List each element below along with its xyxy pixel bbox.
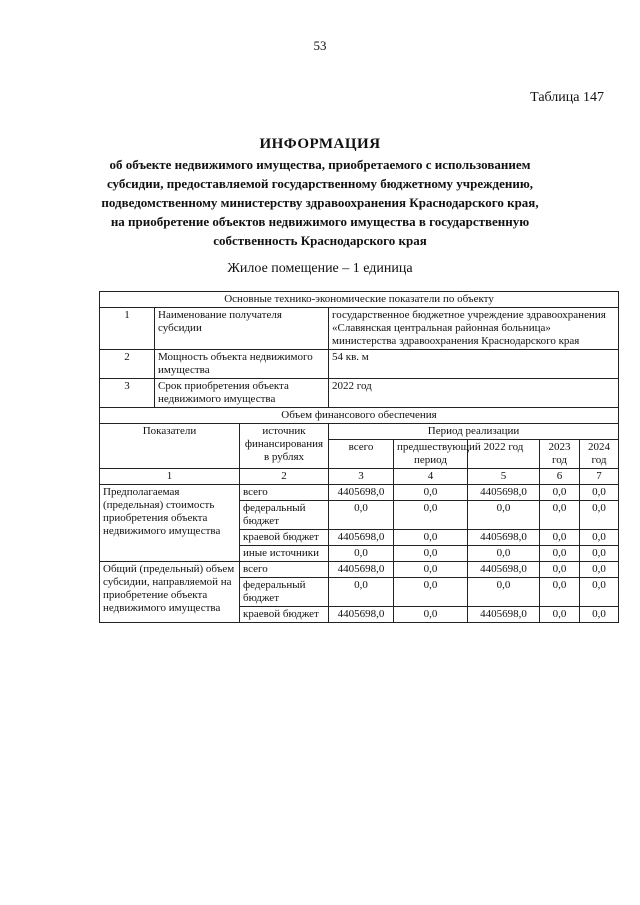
finance-previous: 0,0 <box>394 546 468 562</box>
indicator-label: Наименование получателя субсидии <box>155 308 329 350</box>
column-number: 4 <box>394 469 468 485</box>
finance-2022: 4405698,0 <box>468 562 540 578</box>
table-number: Таблица 147 <box>530 90 604 105</box>
finance-group-label: Предполагаемая (предельная) стоимость приобретения объекта недвижимого имущества <box>100 485 240 562</box>
finance-2024: 0,0 <box>580 501 619 530</box>
indicator-label: Срок приобретения объекта недвижимого имущества <box>155 379 329 408</box>
header-2024: 2024 год <box>580 440 619 469</box>
finance-2024: 0,0 <box>580 562 619 578</box>
finance-row <box>100 485 619 501</box>
finance-2023: 0,0 <box>540 546 580 562</box>
indicator-value: 54 кв. м <box>329 350 619 379</box>
header-period: Период реализации <box>329 424 619 440</box>
indicator-label: Мощность объекта недвижимого имущества <box>155 350 329 379</box>
finance-total: 4405698,0 <box>329 485 394 501</box>
finance-total: 0,0 <box>329 501 394 530</box>
finance-previous: 0,0 <box>394 485 468 501</box>
finance-source: иные источники <box>240 546 329 562</box>
header-previous: предшествующий период <box>394 440 468 469</box>
indicator-number: 3 <box>100 379 155 408</box>
indicator-row <box>100 379 619 408</box>
indicator-value: государственное бюджетное учреждение здравоохранения «Славянская центральная районная больница» министерства здравоохранения Краснодарского края <box>329 308 619 350</box>
column-number: 7 <box>580 469 619 485</box>
document-title: ИНФОРМАЦИЯ <box>259 136 381 152</box>
finance-source: всего <box>240 562 329 578</box>
heading-line: собственность Краснодарского края <box>213 233 427 248</box>
finance-2023: 0,0 <box>540 501 580 530</box>
finance-source: краевой бюджет <box>240 607 329 623</box>
column-number: 2 <box>240 469 329 485</box>
finance-2024: 0,0 <box>580 546 619 562</box>
finance-total: 4405698,0 <box>329 530 394 546</box>
finance-total: 4405698,0 <box>329 607 394 623</box>
finance-2023: 0,0 <box>540 607 580 623</box>
finance-2024: 0,0 <box>580 485 619 501</box>
column-number-row <box>100 469 619 485</box>
finance-total: 4405698,0 <box>329 562 394 578</box>
heading-line: субсидии, предоставляемой государственному бюджетному учреждению, <box>106 176 534 191</box>
column-number: 1 <box>100 469 240 485</box>
finance-2023: 0,0 <box>540 485 580 501</box>
finance-source: федеральный бюджет <box>240 501 329 530</box>
finance-total: 0,0 <box>329 578 394 607</box>
finance-previous: 0,0 <box>394 578 468 607</box>
finance-previous: 0,0 <box>394 607 468 623</box>
finance-previous: 0,0 <box>394 530 468 546</box>
document-heading <box>60 136 580 250</box>
finance-2023: 0,0 <box>540 562 580 578</box>
finance-source: федеральный бюджет <box>240 578 329 607</box>
header-total: всего <box>329 440 394 469</box>
indicator-row <box>100 350 619 379</box>
heading-line: подведомственному министерству здравоохранения Краснодарского края, <box>101 195 539 210</box>
column-number: 3 <box>329 469 394 485</box>
finance-2023: 0,0 <box>540 578 580 607</box>
finance-2024: 0,0 <box>580 530 619 546</box>
section-title-indicators: Основные технико-экономические показатели по объекту <box>100 292 619 308</box>
finance-2022: 0,0 <box>468 501 540 530</box>
finance-2022: 4405698,0 <box>468 607 540 623</box>
header-2022: 2022 год <box>468 440 540 469</box>
finance-previous: 0,0 <box>394 501 468 530</box>
column-number: 6 <box>540 469 580 485</box>
finance-2022: 4405698,0 <box>468 530 540 546</box>
finance-header-row <box>100 424 619 440</box>
finance-source: всего <box>240 485 329 501</box>
indicator-number: 1 <box>100 308 155 350</box>
finance-2024: 0,0 <box>580 578 619 607</box>
section-title-finance: Объем финансового обеспечения <box>100 408 619 424</box>
indicator-row <box>100 308 619 350</box>
finance-2023: 0,0 <box>540 530 580 546</box>
info-table <box>99 291 619 623</box>
indicator-value: 2022 год <box>329 379 619 408</box>
finance-source: краевой бюджет <box>240 530 329 546</box>
header-2023: 2023 год <box>540 440 580 469</box>
finance-total: 0,0 <box>329 546 394 562</box>
heading-line: на приобретение объектов недвижимого имущества в государственную <box>110 214 530 229</box>
finance-2024: 0,0 <box>580 607 619 623</box>
finance-2022: 0,0 <box>468 546 540 562</box>
header-source: источник финансирования в рублях <box>240 424 329 469</box>
object-subtitle: Жилое помещение – 1 единица <box>227 261 413 276</box>
finance-group-label: Общий (предельный) объем субсидии, направляемой на приобретение объекта недвижимого имущества <box>100 562 240 623</box>
page-number: 53 <box>313 38 327 53</box>
indicator-number: 2 <box>100 350 155 379</box>
finance-row <box>100 562 619 578</box>
heading-line: об объекте недвижимого имущества, приобретаемого с использованием <box>109 157 531 172</box>
finance-2022: 4405698,0 <box>468 485 540 501</box>
column-number: 5 <box>468 469 540 485</box>
header-indicators: Показатели <box>100 424 240 469</box>
finance-previous: 0,0 <box>394 562 468 578</box>
finance-2022: 0,0 <box>468 578 540 607</box>
